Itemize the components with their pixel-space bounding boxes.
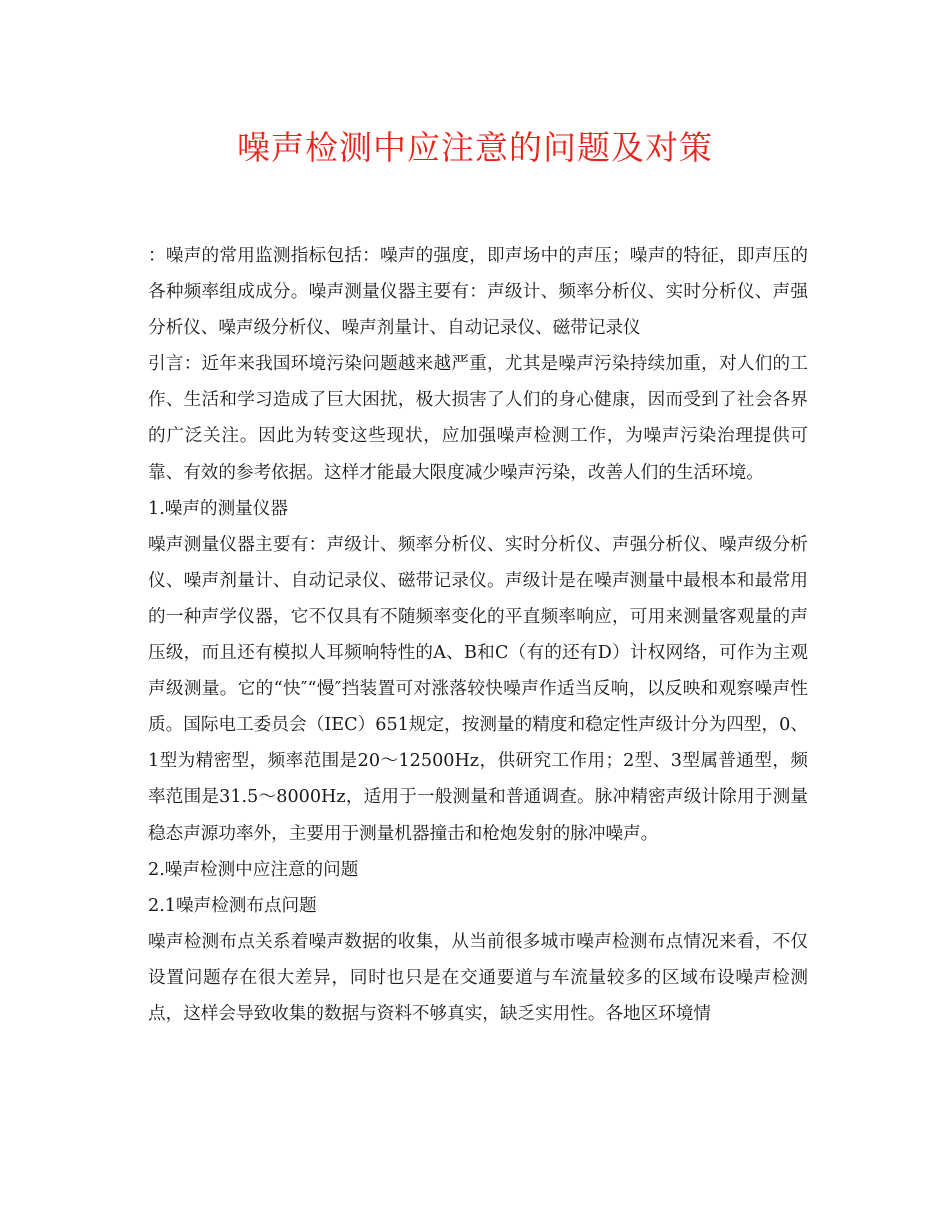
section-heading-2: 2.噪声检测中应注意的问题 [148, 859, 359, 880]
section-heading-1: 1.噪声的测量仪器 [148, 498, 288, 519]
subsection-heading-2-1: 2.1噪声检测布点问题 [148, 895, 317, 916]
section-1-paragraph: 噪声测量仪器主要有：声级计、频率分析仪、实时分析仪、声强分析仪、噪声级分析仪、噪声剂量计、自动记录仪、磁带记录仪。声级计是在噪声测量中最根本和最常用的一种声学仪器，它不仅具有不随频率变化的平直频率响应，可用来测量客观量的声压级，而且还有模拟人耳频响特性的A、B和C（有的还有D）计权网络，可作为主观声级测量。它的“快″“慢″挡装置可对涨落较快噪声作适当反响，以反映和观察噪声性质。国际电工委员会（IEC）651规定，按测量的精度和稳定性声级计分为四型，0、1型为精密型，频率范围是20～12500Hz，供研究工作用；2型、3型属普通型，频率范围是31.5～8000Hz，适用于一般测量和普通调查。脉冲精密声级计除用于测量稳态声源功率外，主要用于测量机器撞击和枪炮发射的脉冲噪声。 [148, 534, 808, 844]
document-body [148, 238, 808, 1032]
subsection-2-1-paragraph: 噪声检测布点关系着噪声数据的收集，从当前很多城市噪声检测布点情况来看，不仅设置问题存在很大差异，同时也只是在交通要道与车流量较多的区域布设噪声检测点，这样会导致收集的数据与资料不够真实，缺乏实用性。各地区环境情 [148, 931, 808, 1024]
document-title: 噪声检测中应注意的问题及对策 [237, 128, 713, 167]
introduction-paragraph: 引言：近年来我国环境污染问题越来越严重，尤其是噪声污染持续加重，对人们的工作、生活和学习造成了巨大困扰，极大损害了人们的身心健康，因而受到了社会各界的广泛关注。因此为转变这些现状，应加强噪声检测工作，为噪声污染治理提供可靠、有效的参考依据。这样才能最大限度减少噪声污染，改善人们的生活环境。 [148, 354, 808, 483]
abstract-paragraph: ：噪声的常用监测指标包括：噪声的强度，即声场中的声压；噪声的特征，即声压的各种频率组成成分。噪声测量仪器主要有：声级计、频率分析仪、实时分析仪、声强分析仪、噪声级分析仪、噪声剂量计、自动记录仪、磁带记录仪 [148, 246, 808, 339]
